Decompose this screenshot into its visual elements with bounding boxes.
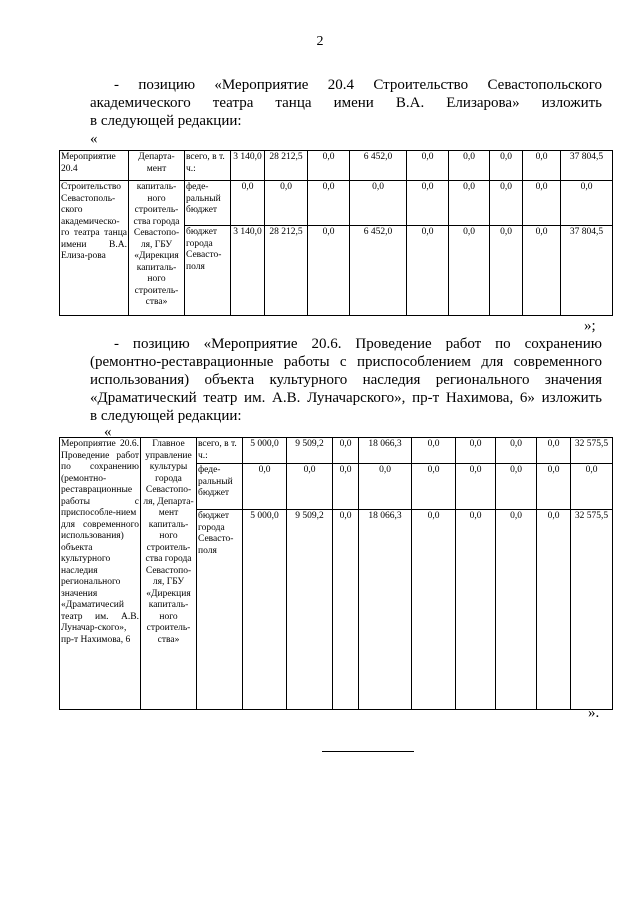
value-cell: 37 804,5 [561, 151, 613, 181]
section2-intro-line: использования) объекта культурного наследия регионального значения [90, 372, 602, 388]
value-cell: 0,0 [333, 438, 359, 464]
table-row [60, 181, 613, 226]
section1-table [59, 150, 613, 316]
value-cell: 0,0 [523, 226, 561, 316]
value-cell: 0,0 [537, 464, 571, 510]
funding-source: феде-ральный бюджет [197, 464, 243, 510]
value-cell: 0,0 [449, 181, 490, 226]
section2-open-quote: « [104, 424, 112, 440]
value-cell: 0,0 [333, 464, 359, 510]
value-cell: 0,0 [456, 438, 496, 464]
value-cell: 3 140,0 [231, 226, 265, 316]
value-cell: 0,0 [490, 181, 523, 226]
value-cell: 0,0 [496, 438, 537, 464]
section1-intro-line: - позицию «Мероприятие 20.4 Строительство Севастопольского [114, 77, 602, 93]
value-cell: 0,0 [456, 510, 496, 710]
value-cell: 0,0 [308, 151, 350, 181]
value-cell: 0,0 [537, 438, 571, 464]
value-cell: 5 000,0 [243, 438, 287, 464]
value-cell: 3 140,0 [231, 151, 265, 181]
value-cell: 0,0 [243, 464, 287, 510]
value-cell: 5 000,0 [243, 510, 287, 710]
value-cell: 0,0 [456, 464, 496, 510]
funding-source: всего, в т. ч.: [185, 151, 231, 181]
signature-line [322, 751, 414, 752]
section1-intro-line: в следующей редакции: [90, 113, 242, 129]
section2-intro-line: в следующей редакции: [90, 408, 242, 424]
section1-open-quote: « [90, 131, 98, 147]
value-cell: 0,0 [407, 181, 449, 226]
section2-intro [90, 335, 602, 425]
value-cell: 37 804,5 [561, 226, 613, 316]
value-cell: 0,0 [523, 151, 561, 181]
executor: Главное управление культуры города Севастопо-ля, Департа-мент капиталь-ного строитель-ства города Севастопо-ля, ГБУ «Дирекция капиталь-ного строитель-ства» [141, 438, 197, 710]
value-cell: 0,0 [561, 181, 613, 226]
value-cell: 28 212,5 [265, 151, 308, 181]
measure-name: Мероприятие 20.4 [60, 151, 129, 181]
value-cell: 0,0 [449, 226, 490, 316]
value-cell: 28 212,5 [265, 226, 308, 316]
value-cell: 18 066,3 [359, 438, 412, 464]
value-cell: 0,0 [537, 510, 571, 710]
section2-table [59, 437, 613, 710]
section1-close-quote: »; [584, 318, 596, 334]
value-cell: 0,0 [490, 226, 523, 316]
section2-intro-line: - позицию «Мероприятие 20.6. Проведение работ по сохранению [114, 336, 602, 352]
page-number: 2 [316, 34, 324, 49]
section2-intro-line: (ремонтно-реставрационные работы с приспособлением для современного [90, 354, 602, 370]
value-cell: 0,0 [496, 510, 537, 710]
measure-name: Строительство Севастополь-ского академическо-го театра танца имени В.А. Елиза-рова [60, 181, 129, 316]
value-cell: 0,0 [287, 464, 333, 510]
funding-source: всего, в т. ч.: [197, 438, 243, 464]
value-cell: 0,0 [407, 226, 449, 316]
value-cell: 0,0 [412, 510, 456, 710]
value-cell: 6 452,0 [350, 226, 407, 316]
value-cell: 9 509,2 [287, 510, 333, 710]
value-cell: 18 066,3 [359, 510, 412, 710]
value-cell: 32 575,5 [571, 510, 613, 710]
section2-close-quote: ». [588, 705, 600, 721]
value-cell: 0,0 [308, 226, 350, 316]
value-cell: 0,0 [496, 464, 537, 510]
value-cell: 0,0 [231, 181, 265, 226]
value-cell: 0,0 [523, 181, 561, 226]
executor: капиталь-ного строитель-ства города Севастопо-ля, ГБУ «Дирекция капиталь-ного строитель-ства» [129, 181, 185, 316]
funding-source: бюджет города Севасто-поля [185, 226, 231, 316]
value-cell: 0,0 [571, 464, 613, 510]
table-row [60, 438, 613, 464]
value-cell: 0,0 [407, 151, 449, 181]
value-cell: 0,0 [412, 438, 456, 464]
funding-source: бюджет города Севасто-поля [197, 510, 243, 710]
funding-source: феде-ральный бюджет [185, 181, 231, 226]
section1-intro [90, 76, 602, 130]
value-cell: 0,0 [265, 181, 308, 226]
value-cell: 32 575,5 [571, 438, 613, 464]
section2-intro-line: «Драматический театр им. А.В. Луначарского», пр-т Нахимова, 6» изложить [90, 390, 602, 406]
value-cell: 9 509,2 [287, 438, 333, 464]
measure-name: Мероприятие 20.6. Проведение работ по сохранению (ремонтно-реставрационные работы с приспособле-нием для современного использования) объекта культурного наследия регионального значения «Драматичесий театр им. А.В. Луначар-ского», пр-т Нахимова, 6 [60, 438, 141, 710]
value-cell: 0,0 [308, 181, 350, 226]
value-cell: 0,0 [350, 181, 407, 226]
value-cell: 0,0 [359, 464, 412, 510]
section1-intro-line: академического театра танца имени В.А. Елизарова» изложить [90, 95, 602, 111]
table-row [60, 151, 613, 181]
value-cell: 0,0 [490, 151, 523, 181]
value-cell: 0,0 [412, 464, 456, 510]
value-cell: 6 452,0 [350, 151, 407, 181]
value-cell: 0,0 [333, 510, 359, 710]
executor: Департа-мент [129, 151, 185, 181]
value-cell: 0,0 [449, 151, 490, 181]
